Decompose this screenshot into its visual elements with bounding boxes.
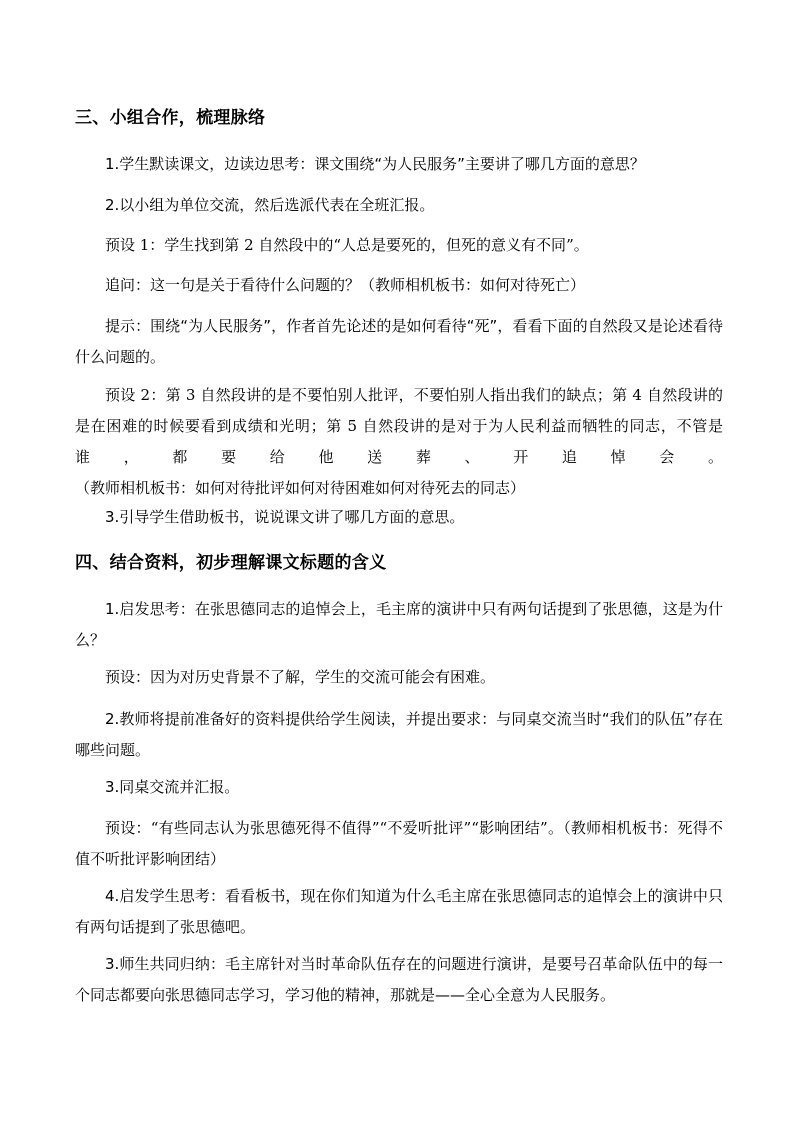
paragraph: 1.启发思考：在张思德同志的追悼会上，毛主席的演讲中只有两句话提到了张思德，这是为什么？ [75, 600, 723, 649]
paragraph: 2.教师将提前准备好的资料提供给学生阅读，并提出要求：与同桌交流当时“我们的队伍”存在哪些问题。 [75, 710, 723, 759]
paragraph-preset: 预设：因为对历史背景不了解，学生的交流可能会有困难。 [105, 668, 496, 686]
section-heading-3: 三、小组合作，梳理脉络 [75, 108, 266, 128]
board-note: （教师相机板书：死得不值不听批评影响团结） [75, 819, 723, 868]
paragraph: 3.同桌交流并汇报。 [105, 778, 240, 796]
board-note: （教师相机板书：如何对待批评如何对待困难如何对待死去的同志） [75, 479, 526, 497]
paragraph: 1.学生默读课文，边读边思考：课文围绕“为人民服务”主要讲了哪几方面的意思？ [105, 155, 645, 173]
paragraph: 3.引导学生借助板书，说说课文讲了哪几方面的意思。 [105, 508, 465, 526]
paragraph-preset-1: 预设 1：学生找到第 2 自然段中的“人总是要死的，但死的意义有不同”。 [105, 236, 589, 254]
section-heading-4: 四、结合资料，初步理解课文标题的含义 [75, 553, 387, 573]
paragraph: 4.启发学生思考：看看板书，现在你们知道为什么毛主席在张思德同志的追悼会上的演讲中只有两句话提到了张思德吧。 [75, 887, 723, 936]
preset-text: 预设 2：第 3 自然段讲的是不要怕别人批评，不要怕别人指出我们的缺点；第 4 自然段讲的是在困难的时候要看到成绩和光明；第 5 自然段讲的是对于为人民利益而牺牲的同志，不管是谁，都要给他送葬、开追悼会。 [75, 386, 723, 466]
paragraph: 2.以小组为单位交流，然后选派代表在全班汇报。 [105, 196, 435, 214]
paragraph-hint: 提示：围绕“为人民服务”，作者首先论述的是如何看待“死”，看看下面的自然段又是论述看待什么问题的。 [75, 317, 723, 366]
paragraph-preset [75, 813, 723, 875]
paragraph-summary: 3.师生共同归纳：毛主席针对当时革命队伍存在的问题进行演讲，是要号召革命队伍中的每一个同志都要向张思德同志学习，学习他的精神，那就是——全心全意为人民服务。 [75, 955, 723, 1004]
paragraph-preset-2 [75, 380, 723, 504]
preset-text: 预设：“有些同志认为张思德死得不值得”“不爱听批评”“影响团结”。 [105, 819, 564, 837]
paragraph: 追问：这一句是关于看待什么问题的？（教师相机板书：如何对待死亡） [105, 276, 586, 294]
